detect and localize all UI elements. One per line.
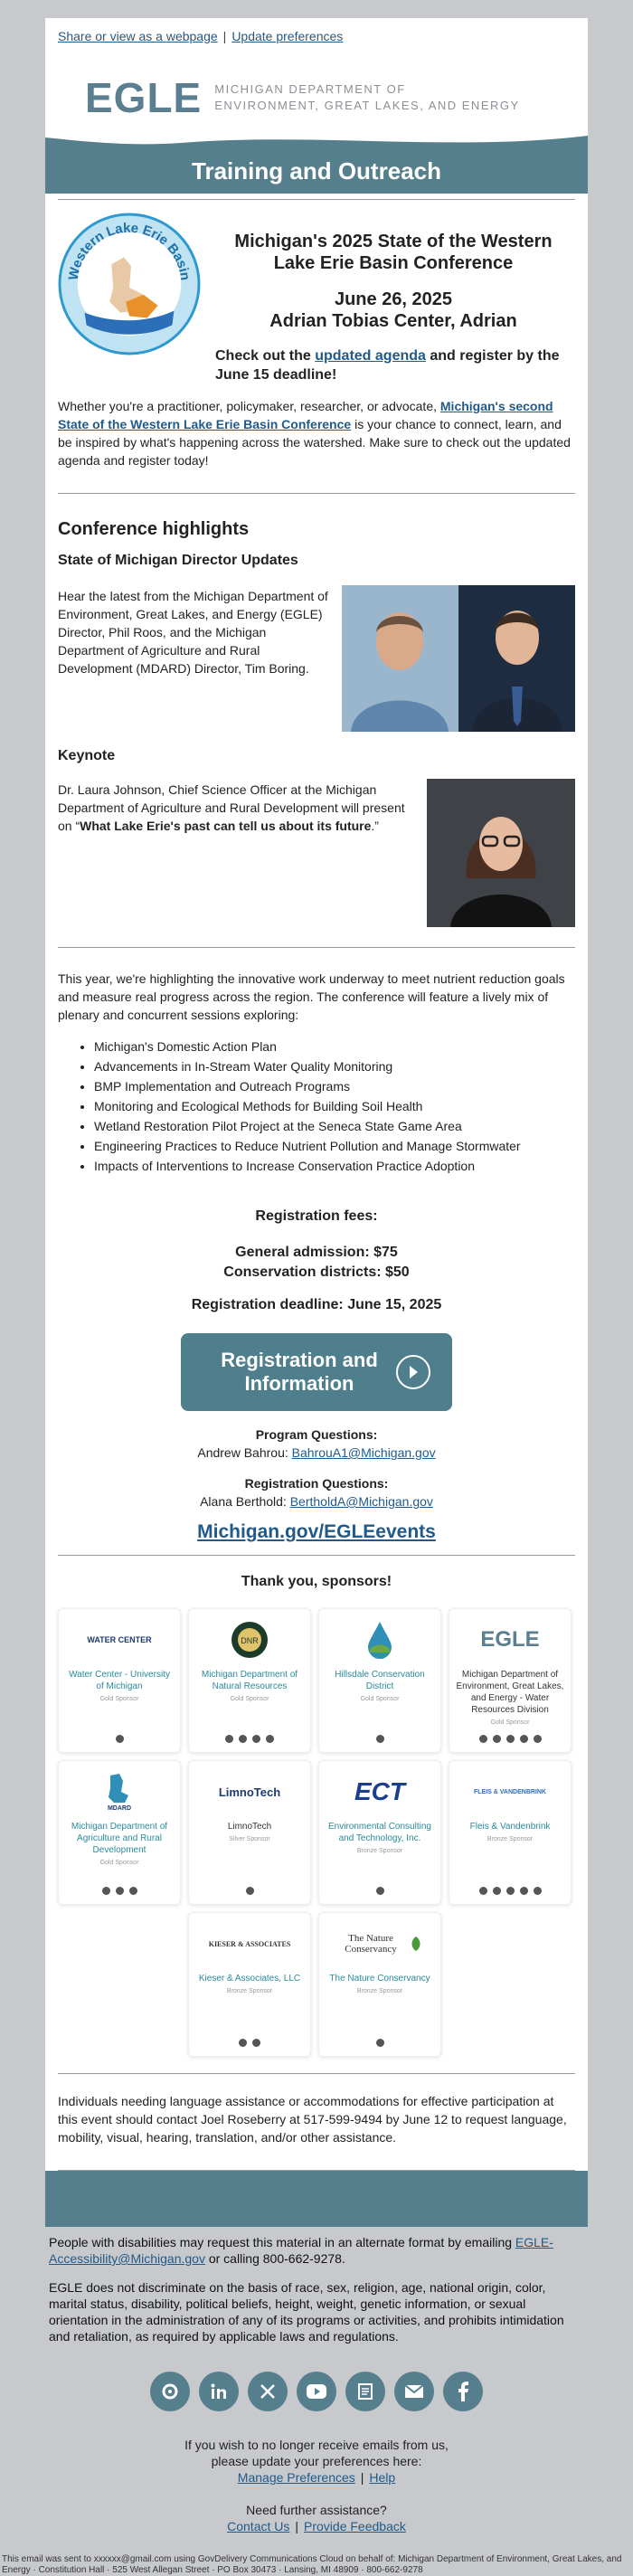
registration-button[interactable] (181, 1333, 452, 1411)
conference-title: Michigan's 2025 State of the Western Lake Erie Basin Conference (234, 232, 553, 273)
banner-title: Training and Outreach (192, 157, 441, 185)
list-item: • Engineering Practices to Reduce Nutrient Pollution and Manage Stormwater (94, 1136, 575, 1156)
gear-icon[interactable] (150, 2372, 190, 2411)
sponsor-social-icons (189, 2039, 310, 2047)
instagram-icon[interactable] (520, 1887, 528, 1895)
sponsor-level: Gold Sponsor (490, 1719, 530, 1726)
registration-contact-name: Alana Berthold: (200, 1494, 290, 1509)
directors-text: Hear the latest from the Michigan Department of Environment, Great Lakes, and Energy (EGLE) Director, Phil Roos, and the Michigan Department of Agriculture and Rural Development (MDARD) Director, Tim Boring. (58, 589, 328, 676)
footer (0, 2162, 633, 2576)
egle-events-link[interactable]: Michigan.gov/EGLEevents (197, 1521, 436, 1542)
sponsor-logo-text: KIESER & ASSOCIATES (208, 1939, 291, 1948)
provide-feedback-link[interactable]: Provide Feedback (304, 2519, 406, 2533)
districts-fee: Conservation districts: $50 (223, 1264, 410, 1280)
x-icon[interactable] (248, 2372, 288, 2411)
registration-questions-heading: Registration Questions: (244, 1476, 389, 1491)
sponsor-social-icons (189, 1887, 310, 1895)
intro-post: is your chance to connect, learn, and be inspired by what's happening across the watershed. Make sure to check out the updated agenda and register today! (58, 417, 571, 468)
sponsor-logo-text: DNR (241, 1636, 259, 1645)
sponsor-name: Water Center - University of Michigan (69, 1670, 170, 1691)
sponsor-card[interactable] (58, 1760, 181, 1905)
updated-agenda-link[interactable]: updated agenda (315, 348, 426, 364)
assistance-label: Need further assistance? (246, 2503, 387, 2517)
fees-heading: Registration fees: (255, 1208, 378, 1224)
facebook-icon[interactable] (493, 1887, 501, 1895)
limnotech-logo (194, 1768, 305, 1815)
sponsor-card[interactable] (58, 1608, 181, 1753)
update-preferences-link[interactable]: Update preferences (231, 29, 344, 43)
sponsor-level: Gold Sponsor (99, 1860, 139, 1866)
sponsor-logo-text: FLEIS & VANDENBRINK (474, 1788, 546, 1795)
directors-heading: State of Michigan Director Updates (58, 553, 298, 568)
instagram-icon[interactable] (520, 1735, 528, 1743)
x-icon[interactable] (506, 1735, 515, 1743)
keynote-pre: Dr. Laura Johnson, Chief Science Officer at the Michigan Department of Agriculture and Rural Development will present on “ (58, 782, 405, 833)
registration-button-label (203, 1349, 396, 1396)
sessions-list (45, 1037, 588, 1176)
highlights-heading: Conference highlights (58, 519, 250, 539)
hero-section (45, 200, 588, 384)
youtube-icon[interactable] (297, 2372, 336, 2411)
keynote-section (45, 779, 588, 927)
facebook-icon[interactable] (239, 1735, 247, 1743)
link-separator: | (222, 29, 227, 43)
list-item: • BMP Implementation and Outreach Programs (94, 1076, 575, 1096)
keynote-heading: Keynote (58, 748, 116, 763)
sponsor-level: Bronze Sponsor (356, 1988, 403, 1994)
top-links (45, 29, 588, 43)
conference-date-value: June 26, 2025 (334, 289, 453, 309)
sponsor-name: Michigan Department of Agriculture and Rural Development (71, 1822, 168, 1855)
dnr-seal-logo (194, 1616, 305, 1663)
sponsor-card[interactable] (188, 1760, 311, 1905)
fleis-vandenbrink-logo (455, 1768, 565, 1815)
globe-icon[interactable] (479, 1887, 487, 1895)
sponsor-social-icons (59, 1735, 180, 1743)
kieser-logo (194, 1920, 305, 1967)
instagram-icon[interactable] (129, 1887, 137, 1895)
sponsor-card[interactable] (318, 1912, 441, 2057)
facebook-icon[interactable] (443, 2372, 483, 2411)
lake-erie-basin-badge (58, 213, 201, 355)
keynote-post: .” (371, 819, 379, 833)
accessibility-email-link[interactable]: EGLE-Accessibility@Michigan.gov (49, 2235, 553, 2266)
sponsor-logo-text: The Nature Conservancy (345, 1933, 397, 1955)
email-icon[interactable] (394, 2372, 434, 2411)
logo-line-1: MICHIGAN DEPARTMENT OF (214, 82, 406, 96)
hero-text (201, 213, 575, 384)
sponsor-social-icons (319, 1735, 440, 1743)
facebook-icon[interactable] (493, 1735, 501, 1743)
sponsor-social-icons (59, 1887, 180, 1895)
youtube-icon[interactable] (534, 1735, 542, 1743)
sponsor-social-icons (319, 2039, 440, 2047)
sponsor-name: Fleis & Vandenbrink (469, 1822, 551, 1832)
reg-btn-line-2: Information (244, 1372, 354, 1395)
program-questions-heading: Program Questions: (255, 1427, 378, 1442)
unsubscribe-line-1: If you wish to no longer receive emails from us, (184, 2438, 449, 2452)
sponsor-name: Kieser & Associates, LLC (198, 1974, 301, 1984)
globe-icon[interactable] (376, 1887, 384, 1895)
x-icon[interactable] (506, 1887, 515, 1895)
x-icon[interactable] (252, 1735, 260, 1743)
contact-us-link[interactable]: Contact Us (227, 2519, 290, 2533)
sponsor-level: Silver Sponsor (229, 1836, 270, 1842)
list-item: • Michigan's Domestic Action Plan (94, 1037, 575, 1056)
globe-icon[interactable] (225, 1735, 233, 1743)
directors-section (45, 585, 588, 732)
social-links (0, 2372, 633, 2411)
questions-section (45, 1425, 588, 1542)
sponsor-name: LimnoTech (227, 1822, 272, 1832)
mdard-logo (64, 1768, 175, 1815)
globe-icon[interactable] (246, 1887, 254, 1895)
alt-pre: People with disabilities may request this material in an alternate format by emailing (49, 2235, 515, 2249)
conference-link[interactable]: Michigan's second State of the Western Lake Erie Basin Conference (58, 399, 553, 431)
list-item: • Wetland Restoration Pilot Project at the Seneca State Game Area (94, 1116, 575, 1136)
program-email-link[interactable]: BahrouA1@Michigan.gov (291, 1445, 436, 1460)
linkedin-icon[interactable] (252, 2039, 260, 2047)
intro-pre: Whether you're a practitioner, policymaker, researcher, or advocate, (58, 399, 440, 413)
chevron-right-icon (396, 1355, 430, 1389)
alternate-format-notice (0, 2234, 633, 2267)
sponsor-logo-text: ECT (354, 1777, 405, 1805)
manage-preferences-link[interactable]: Manage Preferences (237, 2470, 355, 2485)
reg-btn-line-1: Registration and (221, 1349, 378, 1371)
help-link[interactable]: Help (369, 2470, 396, 2485)
egle-logo-text (214, 81, 519, 114)
water-center-logo (64, 1616, 175, 1663)
sponsor-level: Gold Sponsor (360, 1696, 400, 1702)
banner-wave (45, 130, 588, 152)
conference-venue: Adrian Tobias Center, Adrian (269, 311, 517, 331)
logo-line-2: ENVIRONMENT, GREAT LAKES, AND ENERGY (214, 99, 520, 112)
list-item: • Impacts of Interventions to Increase Conservation Practice Adoption (94, 1156, 575, 1176)
accommodations-paragraph: Individuals needing language assistance or accommodations for effective participation at this event should contact Joel Roseberry at 517-599-9494 by June 12 to request language, mobility, visual, hearing, translation, and/or other assistance. (58, 2094, 567, 2145)
sent-to-notice: This email was sent to xxxxxx@gmail.com using GovDelivery Communications Cloud on behalf of: Michigan Department of Environment, Great Lakes, and Energy · Constitution Hall · 525 West Allegan Street · PO Box 30473 · Lansing, MI 48909 · 800-662-9278 (2, 2554, 622, 2575)
sponsor-name: Environmental Consulting and Technology, Inc. (328, 1822, 431, 1843)
keynote-title: What Lake Erie's past can tell us about its future (80, 819, 372, 833)
general-admission: General admission: $75 (235, 1245, 398, 1260)
conference-date (212, 289, 575, 332)
list-item: • Monitoring and Ecological Methods for Building Soil Health (94, 1096, 575, 1116)
sponsor-card[interactable] (188, 1912, 311, 2057)
sponsor-social-icons (449, 1735, 571, 1743)
badge-arc-text: Western Lake Erie Basin (66, 221, 193, 282)
registration-deadline: Registration deadline: June 15, 2025 (191, 1297, 442, 1312)
globe-icon[interactable] (376, 2039, 384, 2047)
facebook-icon[interactable] (116, 1887, 124, 1895)
intro-paragraph (45, 397, 588, 469)
sponsor-name: Michigan Department of Natural Resources (201, 1670, 298, 1691)
view-webpage-link[interactable]: Share or view as a webpage (58, 29, 218, 43)
fees-section (45, 1207, 588, 1315)
cta-pre: Check out the (215, 348, 316, 364)
sponsor-card[interactable] (188, 1608, 311, 1753)
sponsor-card[interactable] (449, 1760, 572, 1905)
globe-icon[interactable] (239, 2039, 247, 2047)
sponsor-social-icons (449, 1887, 571, 1895)
directors-photo (342, 585, 575, 732)
cta-post: and register by the June 15 deadline! (215, 348, 560, 383)
sponsor-name: The Nature Conservancy (329, 1974, 430, 1984)
globe-icon[interactable] (376, 1735, 384, 1743)
egle-logo-mark: EGLE (85, 74, 203, 121)
sponsor-social-icons (189, 1735, 310, 1743)
footer-band (45, 2171, 588, 2227)
program-contact-name: Andrew Bahrou: (197, 1445, 292, 1460)
youtube-icon[interactable] (534, 1887, 542, 1895)
list-item: • Advancements in In-Stream Water Quality Monitoring (94, 1056, 575, 1076)
unsubscribe-section: If you wish to no longer receive emails from us, please update your preferences here: Manage Preferences | Help Need further assistance? Contact Us | Provide Feedback (0, 2437, 633, 2534)
sponsor-logo-text: WATER CENTER (87, 1635, 152, 1644)
sessions-intro: This year, we're highlighting the innovative work underway to meet nutrient reduction goals and measure real progress across the region. The conference will feature a lively mix of plenary and concurrent sessions exploring: (58, 971, 565, 1022)
alt-post: or calling 800-662-9278. (204, 2251, 345, 2266)
sponsor-logo-text: EGLE (480, 1627, 540, 1652)
sponsor-level: Bronze Sponsor (226, 1988, 273, 1994)
sponsor-logo-text: LimnoTech (218, 1785, 281, 1799)
keynote-text (58, 779, 427, 927)
sponsor-name: Hillsdale Conservation District (335, 1670, 425, 1691)
globe-icon[interactable] (102, 1887, 110, 1895)
program-contact (45, 1444, 588, 1462)
divider (58, 2170, 575, 2171)
globe-icon[interactable] (479, 1735, 487, 1743)
ect-logo (325, 1768, 435, 1815)
sponsor-name: Michigan Department of Environment, Great Lakes, and Energy - Water Resources Division (456, 1670, 564, 1715)
nature-conservancy-logo (325, 1920, 435, 1967)
sponsor-card[interactable] (449, 1608, 572, 1753)
hillsdale-logo (325, 1616, 435, 1663)
newsletter-icon[interactable] (345, 2372, 385, 2411)
instagram-icon[interactable] (266, 1735, 274, 1743)
sponsor-logo-text: HCD (374, 1655, 385, 1660)
linkedin-icon[interactable] (199, 2372, 239, 2411)
sponsors-heading: Thank you, sponsors! (241, 1574, 392, 1589)
registration-email-link[interactable]: BertholdA@Michigan.gov (289, 1494, 433, 1509)
sponsor-level: Gold Sponsor (230, 1696, 269, 1702)
email-card (45, 18, 588, 2162)
sponsor-level: Bronze Sponsor (356, 1848, 403, 1854)
nondiscrimination-notice: EGLE does not discriminate on the basis of race, sex, religion, age, national origin, color, marital status, disability, political beliefs, height, weight, genetic information, or sexual orientation in the administration of any of its programs or activities, and prohibits intimidation and retaliation, as required by applicable laws and regulations. (49, 2280, 564, 2344)
keynote-photo (427, 779, 575, 927)
sponsor-logo-text: MDARD (107, 1805, 132, 1812)
sponsor-card[interactable] (318, 1760, 441, 1905)
registration-contact (45, 1492, 588, 1511)
egle-wrd-logo (455, 1616, 565, 1663)
training-banner (45, 130, 588, 194)
agenda-cta (212, 346, 575, 384)
globe-icon[interactable] (116, 1735, 124, 1743)
sponsors-grid (45, 1608, 588, 2057)
unsubscribe-line-2: please update your preferences here: (211, 2454, 422, 2468)
sponsor-level: Bronze Sponsor (487, 1836, 534, 1842)
sponsor-level: Gold Sponsor (99, 1696, 139, 1702)
sponsor-social-icons (319, 1887, 440, 1895)
sponsor-card[interactable] (318, 1608, 441, 1753)
egle-logo (45, 43, 588, 127)
